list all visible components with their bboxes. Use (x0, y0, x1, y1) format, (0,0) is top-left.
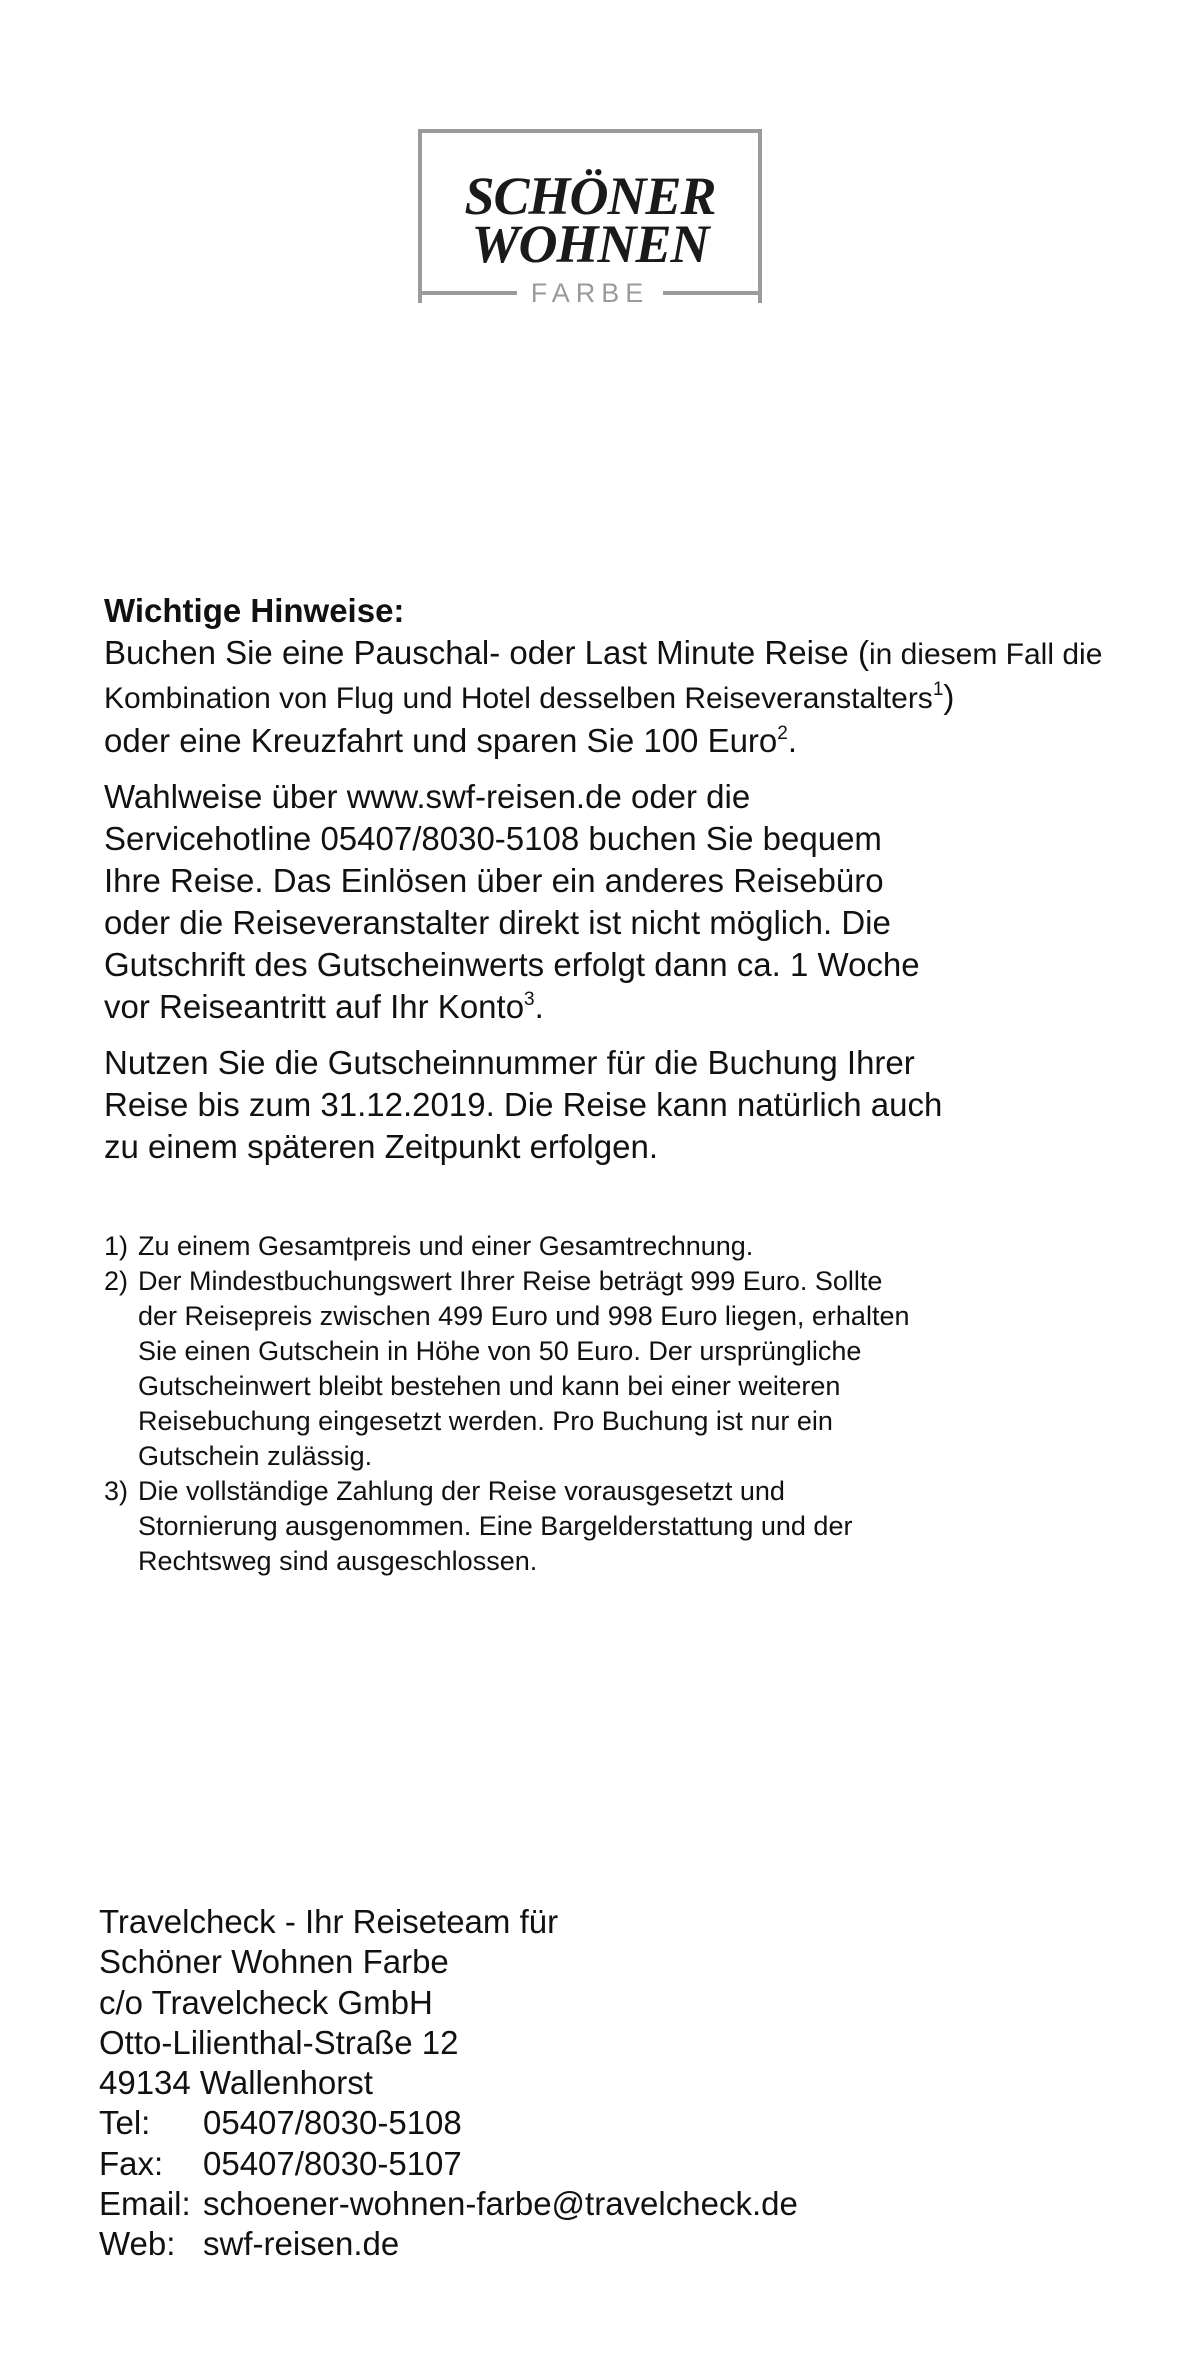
contact-label: Email: (99, 2185, 191, 2223)
address-line: 49134 Wallenhorst (99, 2064, 373, 2102)
notes-paragraph-deadline: Nutzen Sie die Gutscheinnummer für die Buchung Ihrer Reise bis zum 31.12.2019. Die Reise kann natürlich auch zu einem späteren Zeitpunkt erfolgen. (104, 1044, 943, 1165)
contact-value: 05407/8030-5108 (203, 2104, 462, 2142)
footnote-ref-1: 1 (932, 679, 944, 700)
footnote-ref-2: 2 (777, 723, 788, 744)
footnote-1 (104, 1229, 1104, 1264)
logo-subline (418, 279, 762, 307)
footnote-2 (104, 1264, 1104, 1474)
logo-wordmark-line2: WOHNEN (471, 214, 709, 274)
contact-label: Tel: (99, 2104, 151, 2142)
booking-text: Wahlweise über www.swf-reisen.de oder die Servicehotline 05407/8030-5108 buchen Sie bequem Ihre Reise. Das Einlösen über ein anderes Reisebüro oder die Reiseveranstalter direkt ist nicht möglich. Die Gutschrift des Gutscheinwerts erfolgt dann ca. 1 Woche vor Reiseantritt auf Ihr Konto (104, 778, 920, 1025)
footnote-text: Zu einem Gesamtpreis und einer Gesamtrechnung. (138, 1231, 754, 1261)
logo-rule-left (418, 291, 517, 295)
contact-phone (99, 2103, 1099, 2143)
contact-value: 05407/8030-5107 (203, 2144, 462, 2182)
footnote-number: 2) (104, 1266, 129, 1296)
address-line: c/o Travelcheck GmbH (99, 1983, 433, 2021)
notes-paragraph-booking (104, 776, 944, 1028)
footnote-ref-3: 3 (524, 989, 535, 1010)
address-line: Travelcheck - Ihr Reiseteam für (99, 1903, 559, 1940)
contact-label: Fax: (99, 2144, 164, 2182)
footnotes (104, 1229, 1104, 1579)
footnote-number: 3) (104, 1476, 129, 1506)
footnote-text: Der Mindestbuchungswert Ihrer Reise beträgt 999 Euro. Sollte der Reisepreis zwischen 499 Euro und 998 Euro liegen, erhalten Sie einen Gutschein in Höhe von 50 Euro. Der ursprüngliche Gutscheinwert bleibt bestehen und kann bei einer weiteren Reisebuchung eingesetzt werden. Pro Buchung ist nur ein Gutschein zulässig. (138, 1266, 910, 1471)
logo-rule-right (663, 291, 762, 295)
address-line: Otto-Lilienthal-Straße 12 (99, 2023, 459, 2061)
logo-subtitle: FARBE (530, 278, 650, 308)
notes-heading: Wichtige Hinweise: (104, 592, 405, 629)
contact-email (99, 2184, 1099, 2224)
contact-fax (99, 2144, 1099, 2184)
important-notes (104, 590, 1164, 1168)
booking-text-end: . (534, 988, 544, 1025)
footnote-number: 1) (104, 1231, 129, 1261)
offer-text-cruise: oder eine Kreuzfahrt und sparen Sie 100 Euro (104, 722, 778, 759)
contact-label: Web: (99, 2225, 176, 2263)
contact-value: schoener-wohnen-farbe@travelcheck.de (203, 2185, 798, 2223)
logo-wordmark-line1: SCHÖNER (464, 166, 716, 226)
offer-text-start: Buchen Sie eine Pauschal- oder Last Minute Reise ( (104, 634, 869, 671)
address-line: Schöner Wohnen Farbe (99, 1943, 449, 1981)
footnote-text: Die vollständige Zahlung der Reise vorausgesetzt und Stornierung ausgenommen. Eine Bargelderstattung und der Rechtsweg sind ausgeschlossen. (138, 1476, 853, 1576)
offer-text-condition: in diesem Fall die Kombination von Flug und Hotel desselben Reiseveranstalters (104, 638, 1103, 715)
notes-paragraph-offer (104, 632, 1164, 762)
offer-text-end: . (787, 722, 798, 759)
contact-web (99, 2224, 1099, 2264)
brand-logo (418, 129, 762, 308)
contact-address (99, 1902, 1099, 2265)
offer-text-paren: ) (943, 678, 955, 715)
contact-value: swf-reisen.de (203, 2225, 400, 2263)
footnote-3 (104, 1474, 1104, 1579)
